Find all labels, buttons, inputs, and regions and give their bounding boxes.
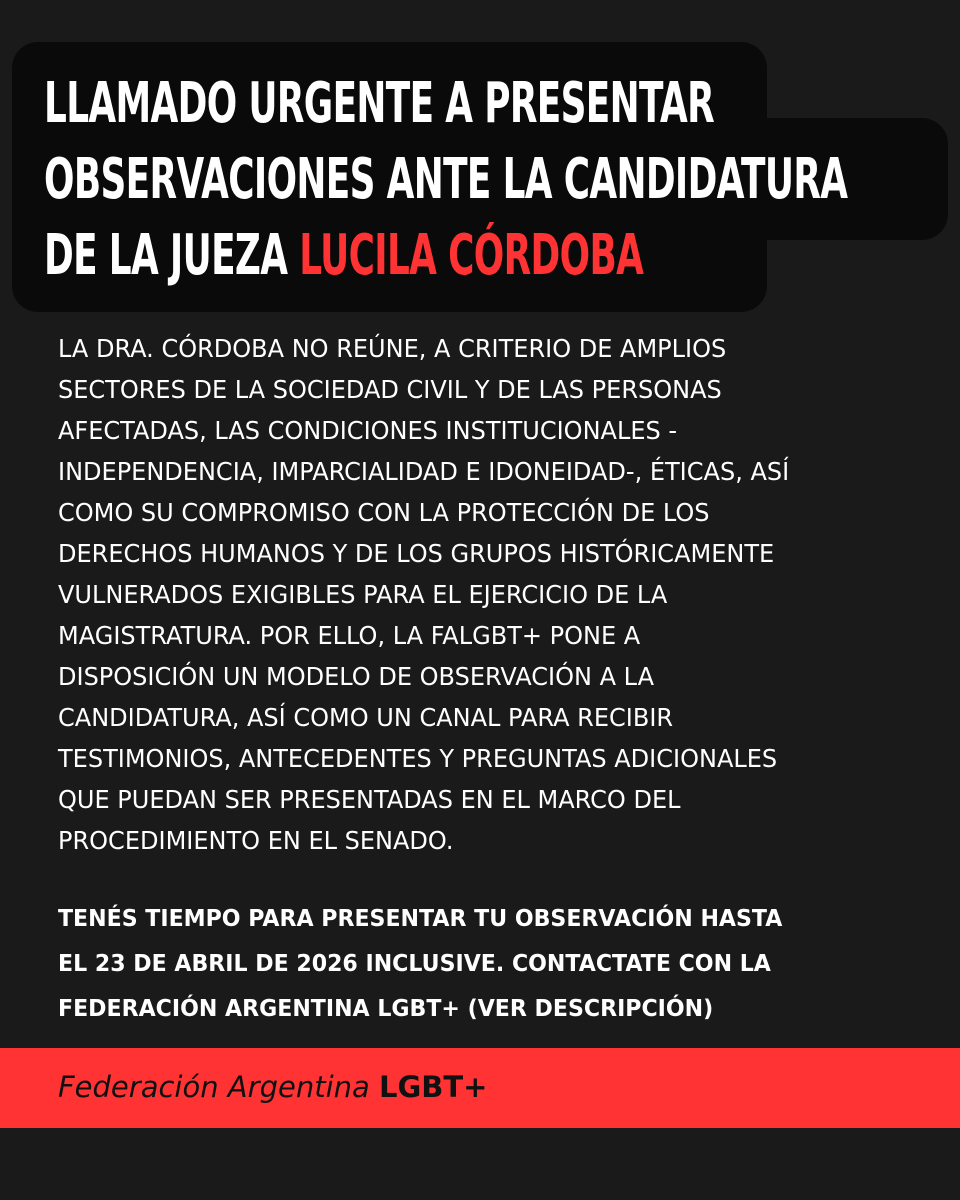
body-line: QUE PUEDAN SER PRESENTADAS EN EL MARCO DEL — [58, 785, 681, 814]
footer-org-lgbt: LGBT+ — [379, 1070, 488, 1104]
title-line-1: LLAMADO URGENTE A PRESENTAR — [44, 71, 715, 136]
cta-line: TENÉS TIEMPO PARA PRESENTAR TU OBSERVACIÓN HASTA — [58, 906, 783, 932]
body-line: TESTIMONIOS, ANTECEDENTES Y PREGUNTAS ADICIONALES — [58, 744, 778, 773]
body-paragraph — [58, 328, 920, 861]
body-line: VULNERADOS EXIGIBLES PARA EL EJERCICIO DE LA — [58, 580, 668, 609]
body-line: AFECTADAS, LAS CONDICIONES INSTITUCIONALES - — [58, 416, 678, 445]
body-line: DISPOSICIÓN UN MODELO DE OBSERVACIÓN A LA — [58, 662, 655, 691]
page-title — [44, 66, 848, 294]
title-line-3 — [44, 218, 644, 294]
cta-line: FEDERACIÓN ARGENTINA LGBT+ (VER DESCRIPCIÓN) — [58, 996, 714, 1022]
body-line: LA DRA. CÓRDOBA NO REÚNE, A CRITERIO DE AMPLIOS — [58, 334, 727, 363]
judge-name-highlight: LUCILA CÓRDOBA — [299, 223, 644, 288]
body-line: PROCEDIMIENTO EN EL SENADO. — [58, 826, 454, 855]
body-line: CANDIDATURA, ASÍ COMO UN CANAL PARA RECIBIR — [58, 703, 674, 732]
body-line: MAGISTRATURA. POR ELLO, LA FALGBT+ PONE A — [58, 621, 641, 650]
footer-signature — [58, 1064, 487, 1110]
body-line: SECTORES DE LA SOCIEDAD CIVIL Y DE LAS PERSONAS — [58, 375, 722, 404]
title-line-3-prefix: DE LA JUEZA — [44, 223, 300, 288]
call-to-action — [58, 897, 903, 1032]
body-line: INDEPENDENCIA, IMPARCIALIDAD E IDONEIDAD-, ÉTICAS, ASÍ — [58, 457, 790, 486]
body-line: COMO SU COMPROMISO CON LA PROTECCIÓN DE LOS — [58, 498, 710, 527]
cta-line: EL 23 DE ABRIL DE 2026 INCLUSIVE. CONTACTATE CON LA — [58, 951, 771, 977]
body-line: DERECHOS HUMANOS Y DE LOS GRUPOS HISTÓRICAMENTE — [58, 539, 775, 568]
title-line-2: OBSERVACIONES ANTE LA CANDIDATURA — [44, 147, 848, 212]
footer-org-name: Federación Argentina — [58, 1070, 370, 1104]
